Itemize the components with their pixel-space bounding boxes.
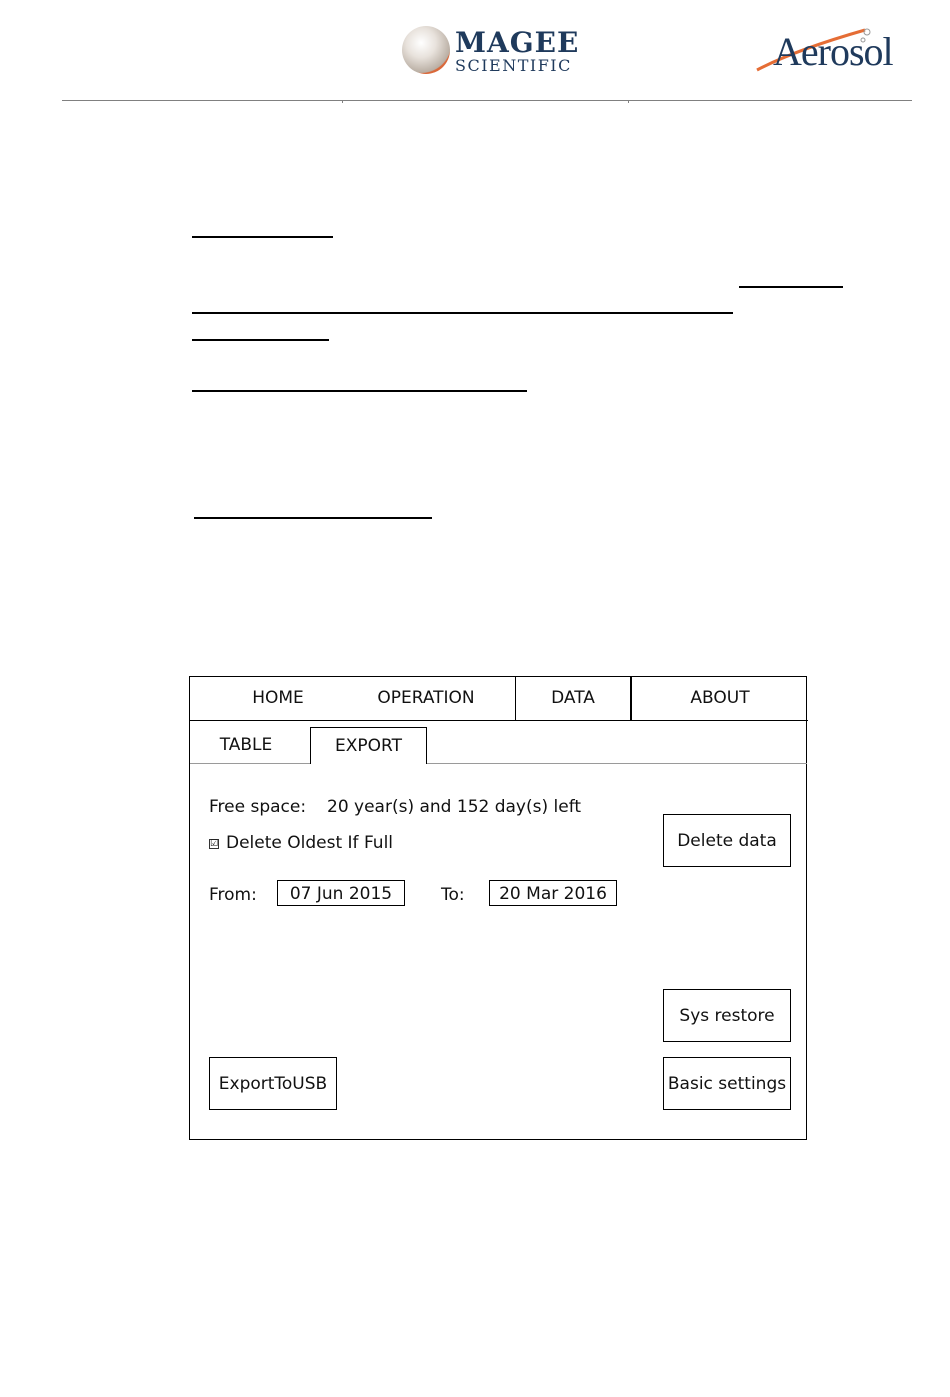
underline-placeholder xyxy=(192,312,733,314)
aerosol-logo-word: Aerosol xyxy=(773,29,893,74)
underline-placeholder xyxy=(192,236,333,238)
to-date-field[interactable]: 20 Mar 2016 xyxy=(489,880,617,906)
magee-logo-sub: SCIENTIFIC xyxy=(455,56,572,75)
underline-placeholder xyxy=(739,286,843,288)
delete-data-button[interactable]: Delete data xyxy=(663,814,791,867)
underline-placeholder xyxy=(192,390,527,392)
tab-export[interactable]: EXPORT xyxy=(310,727,427,764)
delete-oldest-label: Delete Oldest If Full xyxy=(226,833,394,853)
tab-about[interactable]: ABOUT xyxy=(631,677,808,720)
header-divider xyxy=(62,100,912,101)
tab-operation[interactable]: OPERATION xyxy=(377,688,475,708)
free-space-label: Free space: xyxy=(209,797,307,817)
underline-placeholder xyxy=(192,339,329,341)
free-space-value: 20 year(s) and 152 day(s) left xyxy=(327,797,582,817)
magee-logo-word: MAGEE xyxy=(455,26,580,59)
from-date-field[interactable]: 07 Jun 2015 xyxy=(277,880,405,906)
magee-globe-icon xyxy=(402,26,450,74)
tab-home[interactable]: HOME xyxy=(252,688,304,708)
header-divider-tick xyxy=(342,100,343,103)
to-label: To: xyxy=(441,885,465,905)
underline-placeholder xyxy=(194,517,432,519)
aerosol-logo xyxy=(755,24,915,76)
tab-table[interactable]: TABLE xyxy=(219,735,273,755)
basic-settings-button[interactable]: Basic settings xyxy=(663,1057,791,1110)
sys-restore-button[interactable]: Sys restore xyxy=(663,989,791,1042)
export-to-usb-button[interactable]: ExportToUSB xyxy=(209,1057,337,1110)
magee-scientific-logo xyxy=(400,24,580,80)
header-divider-tick xyxy=(628,100,629,103)
tabbar-divider xyxy=(189,720,808,721)
from-label: From: xyxy=(209,885,257,905)
tab-data[interactable]: DATA xyxy=(515,676,631,720)
delete-oldest-checkbox[interactable]: ☑ xyxy=(210,839,219,849)
